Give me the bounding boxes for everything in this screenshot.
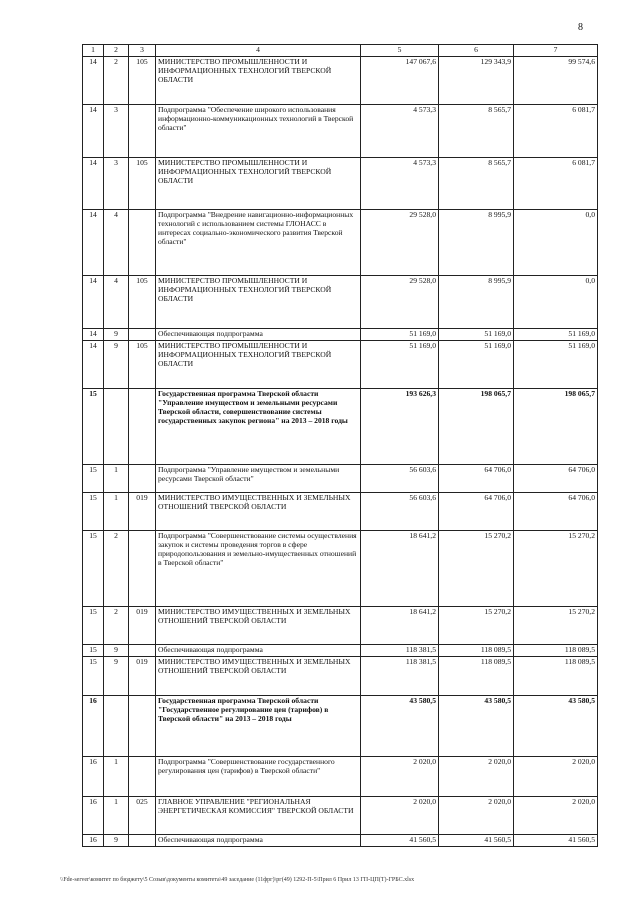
code-3-cell: 105 [129,276,156,329]
code-2-cell: 3 [104,158,129,210]
description-cell: Обеспечивающая подпрограмма [156,329,361,341]
value-col5-cell: 193 626,3 [361,389,439,465]
code-3-cell [129,329,156,341]
table-row [83,645,598,657]
table-row [83,158,598,210]
code-3-cell: 105 [129,158,156,210]
code-3-cell: 105 [129,341,156,389]
value-col5-cell: 2 020,0 [361,797,439,835]
description-cell: Обеспечивающая подпрограмма [156,645,361,657]
file-path-footer: \\Fde-server\комитет по бюджету\5 Созыв\документы комитета\49 заседание (11фрг)\рг(49) 1292-П-5\Прил 6 Прил 13 ГП-ЦП(Т)-ГРБС.xlsx [60,877,415,883]
table-header-row [83,45,598,57]
value-col6-cell: 2 020,0 [439,757,514,797]
value-col6-cell: 8 565,7 [439,105,514,158]
code-1-cell: 16 [83,835,104,847]
value-col7-cell: 198 065,7 [514,389,598,465]
value-col7-cell: 41 560,5 [514,835,598,847]
value-col7-cell: 51 169,0 [514,341,598,389]
code-2-cell: 4 [104,276,129,329]
table-row [83,696,598,757]
code-2-cell: 1 [104,465,129,493]
value-col7-cell: 6 081,7 [514,105,598,158]
code-3-cell: 105 [129,57,156,105]
value-col5-cell: 56 603,6 [361,493,439,531]
value-col6-cell: 41 560,5 [439,835,514,847]
value-col5-cell: 118 381,5 [361,657,439,696]
budget-table [82,44,598,847]
value-col7-cell: 0,0 [514,276,598,329]
value-col7-cell: 64 706,0 [514,493,598,531]
code-2-cell: 1 [104,797,129,835]
description-cell: МИНИСТЕРСТВО ИМУЩЕСТВЕННЫХ И ЗЕМЕЛЬНЫХ ОТНОШЕНИЙ ТВЕРСКОЙ ОБЛАСТИ [156,607,361,645]
value-col7-cell: 2 020,0 [514,757,598,797]
description-cell: Обеспечивающая подпрограмма [156,835,361,847]
value-col5-cell: 51 169,0 [361,329,439,341]
code-1-cell: 15 [83,607,104,645]
description-cell: Государственная программа Тверской области "Государственное регулирование цен (тарифов) в Тверской области" на 2013 – 2018 годы [156,696,361,757]
code-2-cell: 2 [104,57,129,105]
description-cell: МИНИСТЕРСТВО ИМУЩЕСТВЕННЫХ И ЗЕМЕЛЬНЫХ ОТНОШЕНИЙ ТВЕРСКОЙ ОБЛАСТИ [156,657,361,696]
value-col7-cell: 15 270,2 [514,531,598,607]
value-col5-cell: 2 020,0 [361,757,439,797]
page-number: 8 [578,22,583,33]
code-1-cell: 14 [83,210,104,276]
table-row [83,531,598,607]
value-col6-cell: 64 706,0 [439,493,514,531]
code-2-cell: 4 [104,210,129,276]
value-col6-cell: 51 169,0 [439,341,514,389]
code-1-cell: 16 [83,757,104,797]
code-1-cell: 15 [83,531,104,607]
description-cell: Подпрограмма "Совершенствование системы осуществления закупок и системы проведения торгов в сфере природопользования и земельно-имущественных отношений в Тверской области" [156,531,361,607]
table-row [83,276,598,329]
header-cell: 3 [129,45,156,57]
table-row [83,465,598,493]
code-1-cell: 14 [83,105,104,158]
value-col5-cell: 4 573,3 [361,105,439,158]
value-col5-cell: 4 573,3 [361,158,439,210]
description-cell: МИНИСТЕРСТВО ПРОМЫШЛЕННОСТИ И ИНФОРМАЦИОННЫХ ТЕХНОЛОГИЙ ТВЕРСКОЙ ОБЛАСТИ [156,341,361,389]
value-col7-cell: 43 580,5 [514,696,598,757]
code-3-cell: 025 [129,797,156,835]
value-col6-cell: 2 020,0 [439,797,514,835]
value-col6-cell: 8 565,7 [439,158,514,210]
description-cell: Государственная программа Тверской области "Управление имуществом и земельными ресурсами Тверской области, совершенствование системы государственных закупок региона" на 2013 – 2018 годы [156,389,361,465]
description-cell: Подпрограмма "Внедрение навигационно-информационных технологий с использованием системы ГЛОНАСС в интересах социально-экономического развития Тверской области" [156,210,361,276]
value-col7-cell: 0,0 [514,210,598,276]
value-col5-cell: 41 560,5 [361,835,439,847]
value-col5-cell: 29 528,0 [361,276,439,329]
code-1-cell: 14 [83,329,104,341]
value-col5-cell: 18 641,2 [361,531,439,607]
code-2-cell: 1 [104,757,129,797]
value-col7-cell: 118 089,5 [514,657,598,696]
code-2-cell: 1 [104,493,129,531]
value-col6-cell: 8 995,9 [439,210,514,276]
code-3-cell [129,389,156,465]
description-cell: МИНИСТЕРСТВО ПРОМЫШЛЕННОСТИ И ИНФОРМАЦИОННЫХ ТЕХНОЛОГИЙ ТВЕРСКОЙ ОБЛАСТИ [156,158,361,210]
code-3-cell: 019 [129,657,156,696]
value-col7-cell: 64 706,0 [514,465,598,493]
code-1-cell: 15 [83,389,104,465]
value-col6-cell: 43 580,5 [439,696,514,757]
code-3-cell [129,696,156,757]
value-col7-cell: 2 020,0 [514,797,598,835]
code-3-cell [129,465,156,493]
value-col6-cell: 198 065,7 [439,389,514,465]
table-row [83,797,598,835]
value-col5-cell: 147 067,6 [361,57,439,105]
header-cell: 7 [514,45,598,57]
code-3-cell [129,645,156,657]
value-col6-cell: 15 270,2 [439,607,514,645]
code-3-cell: 019 [129,493,156,531]
value-col7-cell: 15 270,2 [514,607,598,645]
code-1-cell: 14 [83,158,104,210]
description-cell: Подпрограмма "Совершенствование государственного регулирования цен (тарифов) в Тверской области" [156,757,361,797]
header-cell: 6 [439,45,514,57]
description-cell: ГЛАВНОЕ УПРАВЛЕНИЕ "РЕГИОНАЛЬНАЯ ЭНЕРГЕТИЧЕСКАЯ КОМИССИЯ" ТВЕРСКОЙ ОБЛАСТИ [156,797,361,835]
header-cell: 4 [156,45,361,57]
description-cell: Подпрограмма "Управление имуществом и земельными ресурсами Тверской области" [156,465,361,493]
value-col7-cell: 99 574,6 [514,57,598,105]
code-3-cell [129,835,156,847]
value-col6-cell: 8 995,9 [439,276,514,329]
code-2-cell [104,696,129,757]
table-row [83,105,598,158]
table-row [83,329,598,341]
code-1-cell: 14 [83,57,104,105]
value-col5-cell: 56 603,6 [361,465,439,493]
code-3-cell [129,210,156,276]
value-col5-cell: 118 381,5 [361,645,439,657]
table-row [83,835,598,847]
code-1-cell: 15 [83,493,104,531]
code-3-cell [129,757,156,797]
code-2-cell: 9 [104,341,129,389]
code-2-cell: 2 [104,607,129,645]
value-col6-cell: 15 270,2 [439,531,514,607]
code-2-cell: 9 [104,835,129,847]
code-1-cell: 15 [83,657,104,696]
code-2-cell: 9 [104,657,129,696]
code-3-cell [129,531,156,607]
description-cell: МИНИСТЕРСТВО ИМУЩЕСТВЕННЫХ И ЗЕМЕЛЬНЫХ ОТНОШЕНИЙ ТВЕРСКОЙ ОБЛАСТИ [156,493,361,531]
code-2-cell: 9 [104,329,129,341]
code-2-cell [104,389,129,465]
value-col7-cell: 51 169,0 [514,329,598,341]
value-col5-cell: 43 580,5 [361,696,439,757]
code-1-cell: 14 [83,341,104,389]
header-cell: 5 [361,45,439,57]
value-col6-cell: 129 343,9 [439,57,514,105]
code-2-cell: 9 [104,645,129,657]
code-1-cell: 15 [83,465,104,493]
description-cell: МИНИСТЕРСТВО ПРОМЫШЛЕННОСТИ И ИНФОРМАЦИОННЫХ ТЕХНОЛОГИЙ ТВЕРСКОЙ ОБЛАСТИ [156,57,361,105]
code-1-cell: 14 [83,276,104,329]
table-row [83,657,598,696]
table-row [83,389,598,465]
code-1-cell: 16 [83,696,104,757]
value-col5-cell: 18 641,2 [361,607,439,645]
table-row [83,341,598,389]
value-col6-cell: 118 089,5 [439,645,514,657]
code-1-cell: 16 [83,797,104,835]
code-3-cell [129,105,156,158]
header-cell: 2 [104,45,129,57]
table-row [83,57,598,105]
value-col7-cell: 118 089,5 [514,645,598,657]
value-col5-cell: 51 169,0 [361,341,439,389]
code-1-cell: 15 [83,645,104,657]
description-cell: Подпрограмма "Обеспечение широкого использования информационно-коммуникационных технологий в Тверской области" [156,105,361,158]
value-col6-cell: 51 169,0 [439,329,514,341]
header-cell: 1 [83,45,104,57]
value-col5-cell: 29 528,0 [361,210,439,276]
table-row [83,493,598,531]
value-col6-cell: 118 089,5 [439,657,514,696]
code-2-cell: 2 [104,531,129,607]
code-3-cell: 019 [129,607,156,645]
table-row [83,607,598,645]
description-cell: МИНИСТЕРСТВО ПРОМЫШЛЕННОСТИ И ИНФОРМАЦИОННЫХ ТЕХНОЛОГИЙ ТВЕРСКОЙ ОБЛАСТИ [156,276,361,329]
value-col6-cell: 64 706,0 [439,465,514,493]
value-col7-cell: 6 081,7 [514,158,598,210]
code-2-cell: 3 [104,105,129,158]
table-row [83,210,598,276]
table-row [83,757,598,797]
